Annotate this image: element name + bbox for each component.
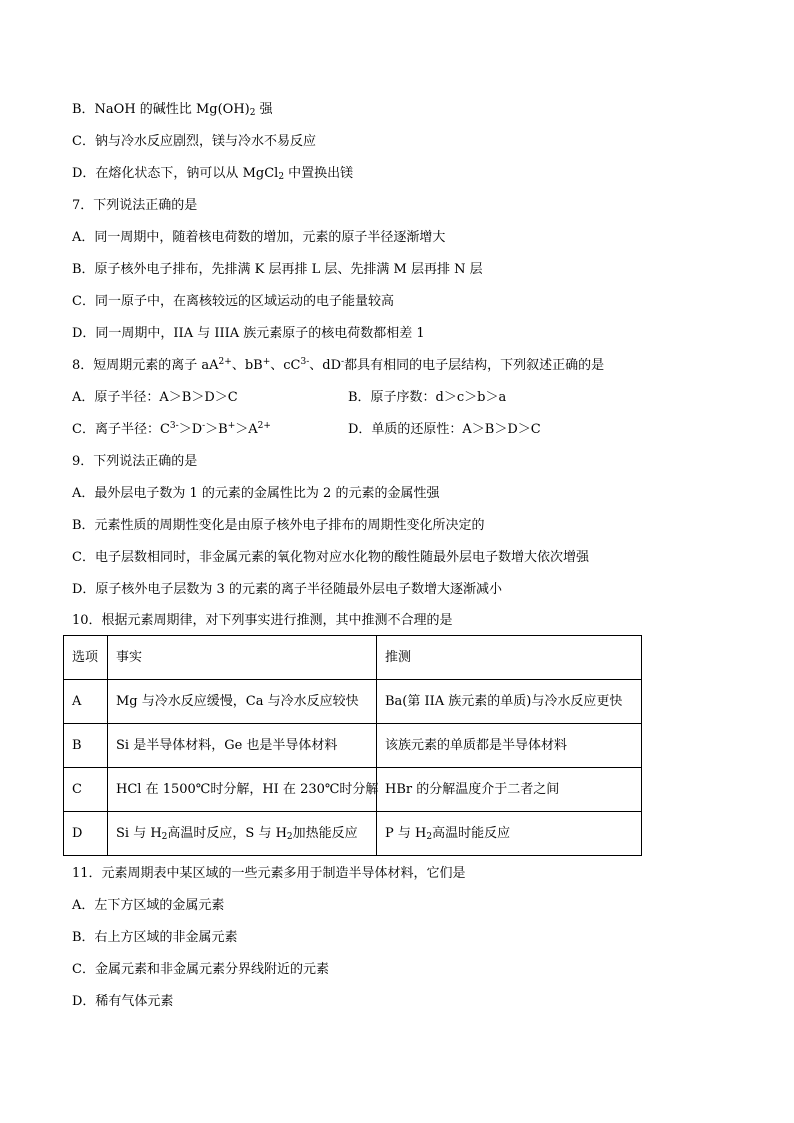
q8-option-d: D．单质的还原性：A＞B＞D＞C <box>348 422 541 437</box>
q11-option-d: D．稀有气体元素 <box>72 994 174 1009</box>
q11-option-b: B．右上方区域的非金属元素 <box>72 930 238 945</box>
q6-d-text: D．在熔化状态下，钠可以从 <box>72 166 243 181</box>
q8-stem-sup: 3- <box>300 357 310 367</box>
row-inference: HBr 的分解温度介于二者之间 <box>377 768 642 812</box>
q8-option-a: A．原子半径：A＞B＞D＞C <box>72 390 238 405</box>
q8-c-sup: 2+ <box>257 421 271 431</box>
fact-sub: 2 <box>286 831 293 842</box>
q6-d-sub: 2 <box>278 172 285 182</box>
header-fact: 事实 <box>108 636 377 680</box>
row-option: D <box>64 812 108 856</box>
row-fact: HCl 在 1500℃时分解，HI 在 230℃时分解 <box>108 768 377 812</box>
inference-sub: 2 <box>426 831 433 842</box>
q6-option-b <box>72 101 273 119</box>
q11-option-a: A．左下方区域的金属元素 <box>72 898 225 913</box>
q6-option-d <box>72 165 353 183</box>
row-fact <box>108 812 377 856</box>
row-option: B <box>64 724 108 768</box>
inference-part: 高温时能反应 <box>432 825 511 841</box>
q8-c-part: ＞A <box>235 422 258 437</box>
fact-part: 加热能反应 <box>292 825 358 841</box>
table-row <box>64 680 642 724</box>
table-row <box>64 812 642 856</box>
q8-c-sup: 3- <box>169 421 179 431</box>
q11-stem: 11．元素周期表中某区域的一些元素多用于制造半导体材料，它们是 <box>72 866 466 881</box>
q8-c-part: C．离子半径：C <box>72 422 170 437</box>
row-inference: 该族元素的单质都是半导体材料 <box>377 724 642 768</box>
q6-b-sub: 2 <box>249 108 256 118</box>
table-row <box>64 724 642 768</box>
fact-part: 高温时反应，S 与 H <box>167 825 287 841</box>
q8-c-sup: + <box>227 421 236 431</box>
q8-stem-part: 、bB <box>231 358 263 373</box>
q6-b-formula: Mg(OH) <box>195 102 250 117</box>
q6-d-post: 中置换出镁 <box>284 166 354 181</box>
header-inference: 推测 <box>377 636 642 680</box>
q9-stem: 9．下列说法正确的是 <box>72 454 198 469</box>
row-inference: Ba(第 IIA 族元素的单质)与冷水反应更快 <box>377 680 642 724</box>
row-option: C <box>64 768 108 812</box>
q8-stem-part: 都具有相同的电子层结构，下列叙述正确的是 <box>344 358 605 373</box>
q6-d-formula: MgCl <box>242 166 279 181</box>
q8-stem-part: 、cC <box>270 358 301 373</box>
q8-stem-sup: + <box>262 357 271 367</box>
header-option: 选项 <box>64 636 108 680</box>
row-fact: Si 是半导体材料，Ge 也是半导体材料 <box>108 724 377 768</box>
q10-stem: 10．根据元素周期律，对下列事实进行推测，其中推测不合理的是 <box>72 613 453 628</box>
q7-option-b: B．原子核外电子排布，先排满 K 层再排 L 层、先排满 M 层再排 N 层 <box>72 262 483 277</box>
q7-stem: 7．下列说法正确的是 <box>72 198 198 213</box>
q8-stem <box>72 357 604 375</box>
fact-part: Si 与 H <box>116 825 162 841</box>
fact-sub: 2 <box>161 831 168 842</box>
q6-b-text: B．NaOH 的碱性比 <box>72 102 196 117</box>
q8-c-sup: - <box>202 421 206 431</box>
q10-table <box>63 635 642 856</box>
q8-option-b: B．原子序数：d＞c＞b＞a <box>348 390 507 405</box>
q7-option-a: A．同一周期中，随着核电荷数的增加，元素的原子半径逐渐增大 <box>72 230 446 245</box>
q8-c-part: ＞B <box>205 422 228 437</box>
q6-option-c: C．钠与冷水反应剧烈，镁与冷水不易反应 <box>72 134 316 149</box>
inference-part: P 与 H <box>385 825 427 841</box>
q8-option-c <box>72 421 271 439</box>
q6-b-post: 强 <box>255 102 273 117</box>
q9-option-c: C．电子层数相同时，非金属元素的氧化物对应水化物的酸性随最外层电子数增大依次增强 <box>72 550 589 565</box>
q9-option-a: A．最外层电子数为 1 的元素的金属性比为 2 的元素的金属性强 <box>72 486 440 501</box>
q8-stem-part: 、dD <box>309 358 342 373</box>
q8-stem-sup: 2+ <box>218 357 232 367</box>
q9-option-b: B．元素性质的周期性变化是由原子核外电子排布的周期性变化所决定的 <box>72 518 485 533</box>
q9-option-d: D．原子核外电子层数为 3 的元素的离子半径随最外层电子数增大逐渐减小 <box>72 582 502 597</box>
q7-option-c: C．同一原子中，在离核较远的区域运动的电子能量较高 <box>72 294 394 309</box>
table-row <box>64 768 642 812</box>
q8-c-part: ＞D <box>178 422 203 437</box>
q8-stem-part: 8．短周期元素的离子 aA <box>72 358 219 373</box>
row-inference <box>377 812 642 856</box>
q11-option-c: C．金属元素和非金属元素分界线附近的元素 <box>72 962 329 977</box>
q8-stem-sup: - <box>341 357 345 367</box>
q7-option-d: D．同一周期中，IIA 与 IIIA 族元素原子的核电荷数都相差 1 <box>72 326 425 341</box>
table-header-row <box>64 636 642 680</box>
row-option: A <box>64 680 108 724</box>
row-fact: Mg 与冷水反应缓慢，Ca 与冷水反应较快 <box>108 680 377 724</box>
